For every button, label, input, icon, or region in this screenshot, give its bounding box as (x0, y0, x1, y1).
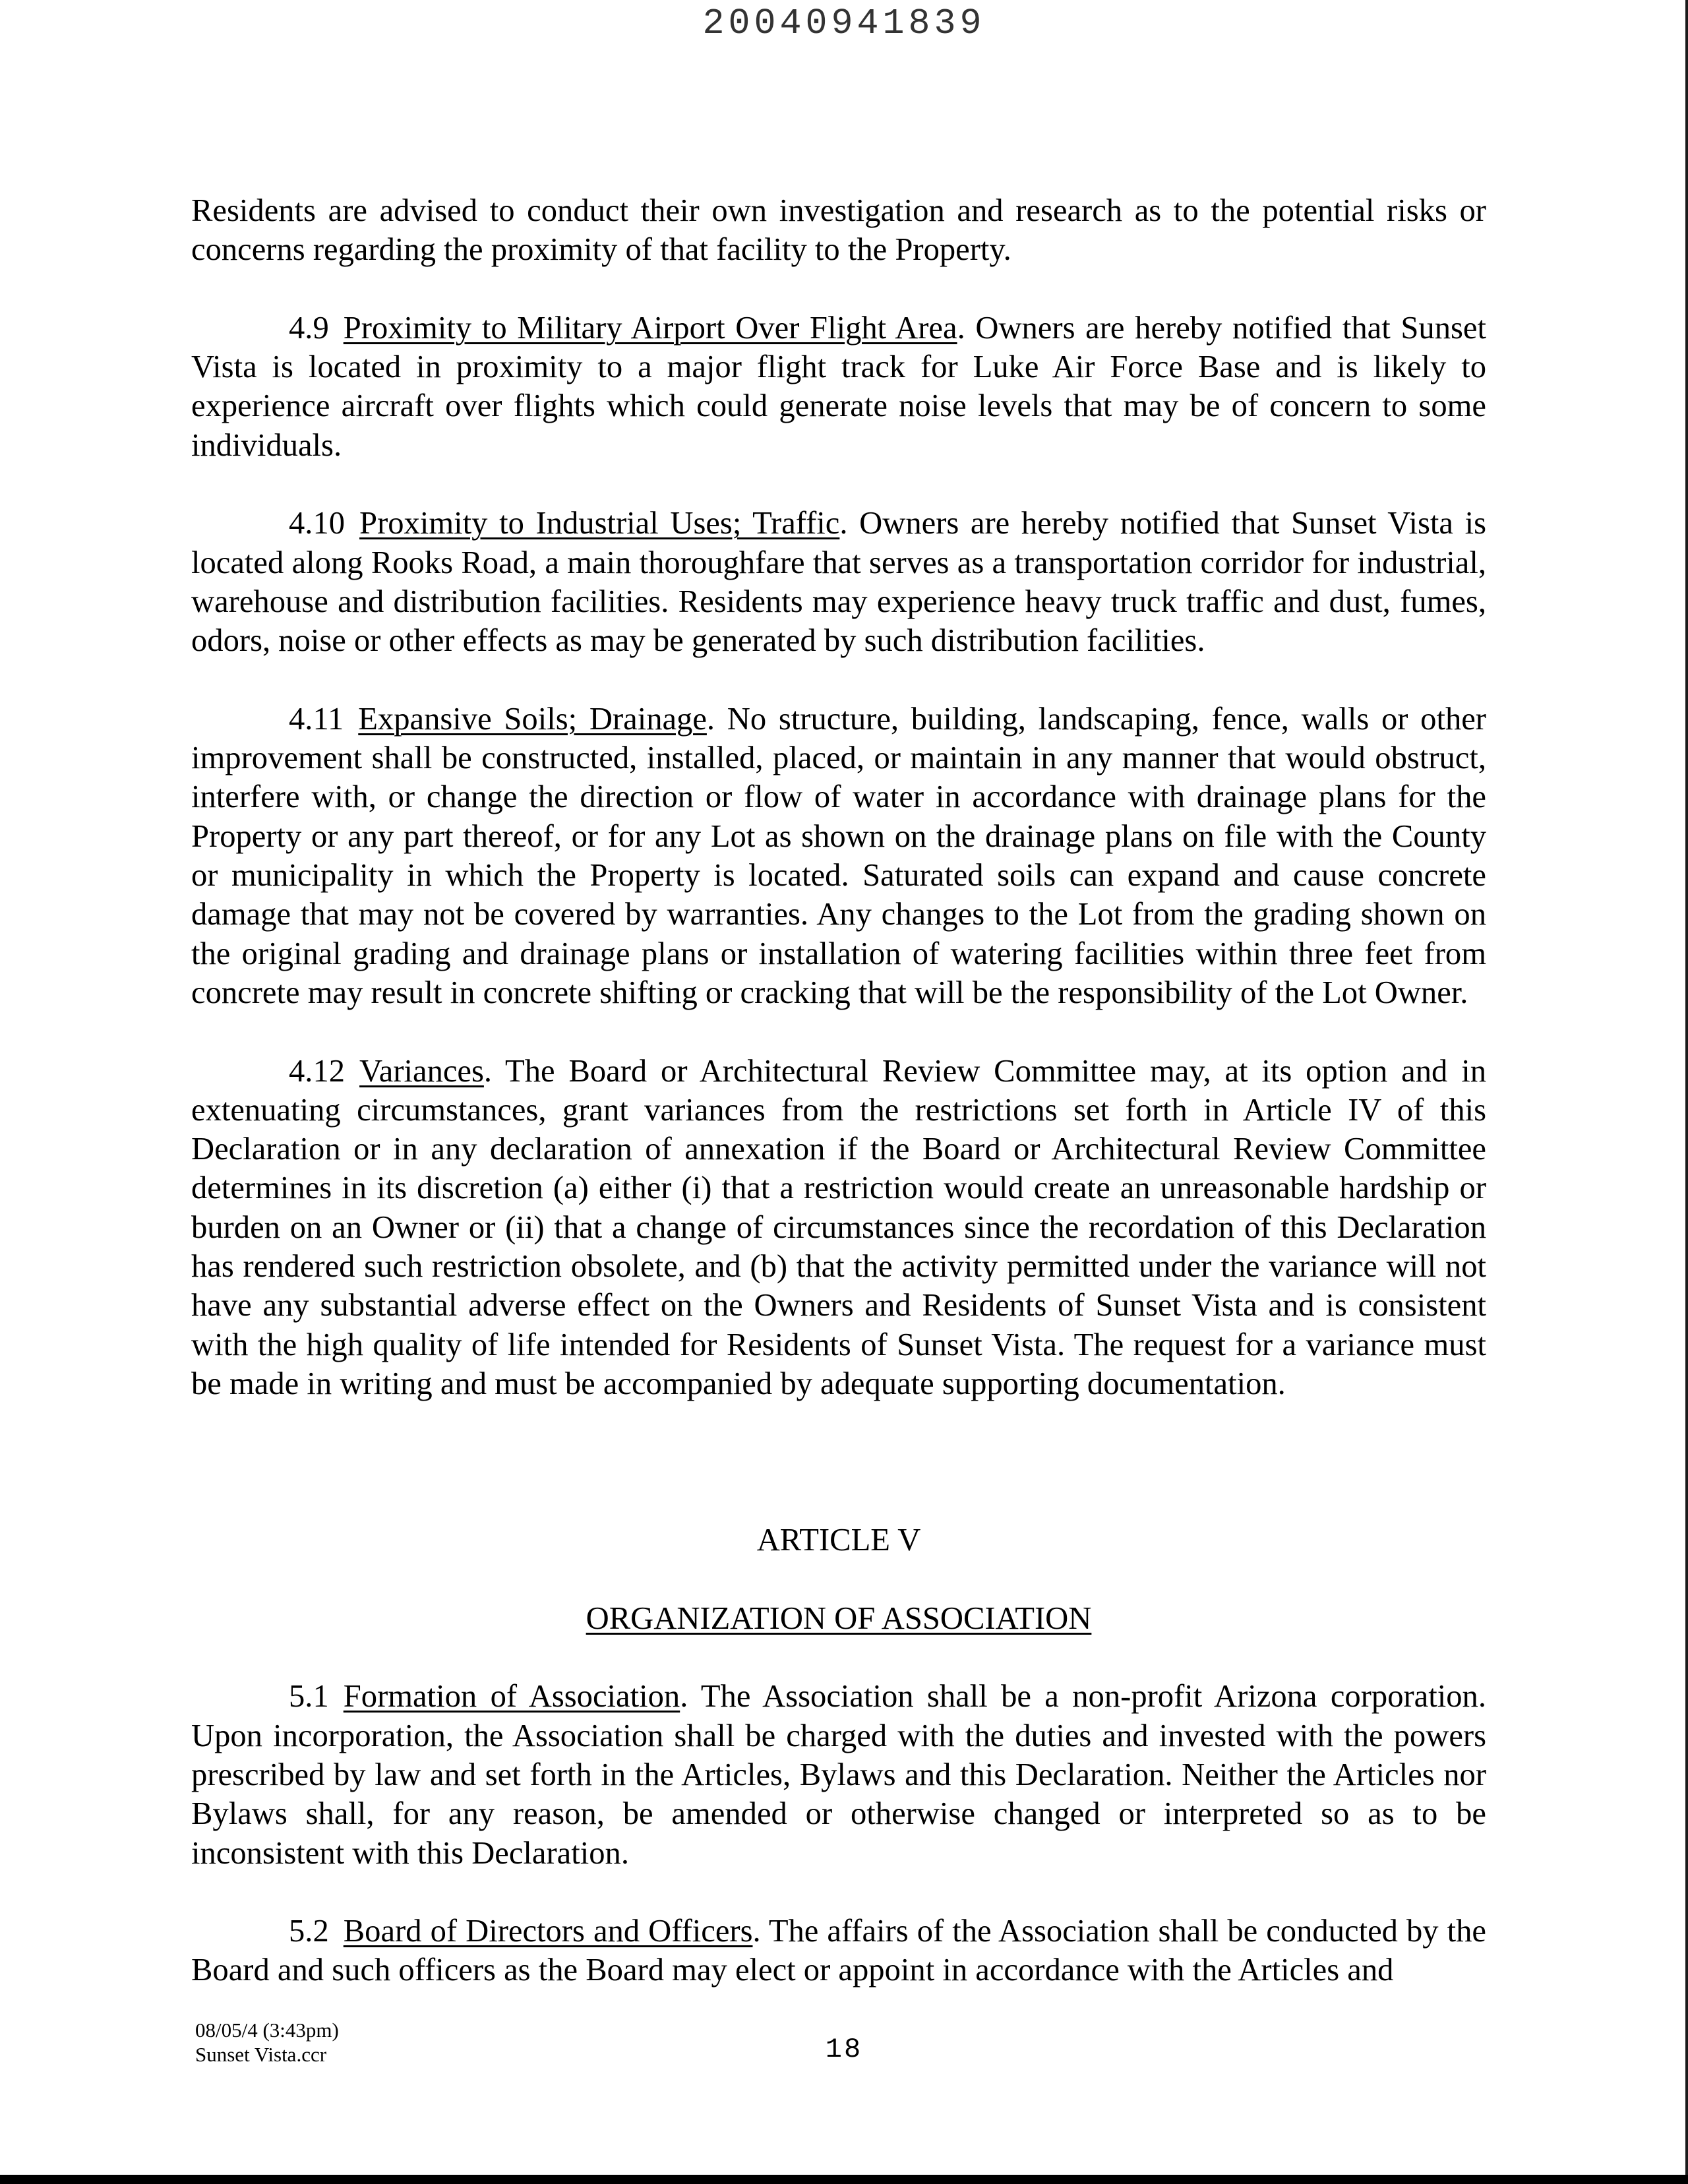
section-text: . Owners are hereby notified that Sunset Vista is located in proximity to a major flight track for Luke Air Force Base and is likely to experience aircraft over flights which could generate noise levels that may be of concern to some individuals. (191, 309, 1486, 463)
section-text: . Owners are hereby notified that Sunset Vista is located along Rooks Road, a main thoroughfare that serves as a transportation corridor for industrial, warehouse and distribution facilities. Residents may experience heavy truck traffic and dust, fumes, odors, noise or other effects as may be generated by such distribution facilities. (191, 505, 1486, 659)
section-number: 5.1 (289, 1678, 329, 1714)
section-number: 4.10 (289, 505, 346, 541)
section-text: . The Board or Architectural Review Committee may, at its option and in extenuating circumstances, grant variances from the restrictions set forth in Article IV of this Declaration or in any declaration of annexation if the Board or Architectural Review Committee determines in its discretion (a) either (i) that a restriction would create an unreasonable hardship or burden on an Owner or (ii) that a change of circumstances since the recordation of this Declaration has rendered such restriction obsolete, and (b) that the activity permitted under the variance will not have any substantial adverse effect on the Owners and Residents of Sunset Vista and is consistent with the high quality of life intended for Residents of Sunset Vista. The request for a variance must be made in writing and must be accompanied by adequate supporting documentation. (191, 1052, 1486, 1401)
section-5-2 (191, 1912, 1486, 1990)
section-text: . No structure, building, landscaping, fence, walls or other improvement shall be constructed, installed, placed, or maintain in any manner that would obstruct, interfere with, or change the direction or flow of water in accordance with drainage plans for the Property or any part thereof, or for any Lot as shown on the drainage plans on file with the County or municipality in which the Property is located. Saturated soils can expand and cause concrete damage that may not be covered by warranties. Any changes to the Lot from the grading shown on the original grading and drainage plans or installation of watering facilities within three feet from concrete may result in concrete shifting or cracking that will be the responsibility of the Lot Owner. (191, 700, 1486, 1010)
section-title: Formation of Association (343, 1678, 680, 1714)
section-number: 4.9 (289, 309, 329, 346)
article-title-text: ORGANIZATION OF ASSOCIATION (586, 1600, 1092, 1636)
scan-bottom-bar (0, 2175, 1688, 2184)
section-number: 4.11 (289, 700, 344, 737)
section-title: Expansive Soils; Drainage (358, 700, 707, 737)
document-body (191, 191, 1486, 2029)
recording-number: 20040941839 (702, 3, 986, 44)
paragraph-residents-advised: Residents are advised to conduct their own investigation and research as to the potential risks or concerns regarding the proximity of that facility to the Property. (191, 193, 1486, 268)
article-title (191, 1599, 1486, 1638)
page-number: 18 (825, 2034, 863, 2065)
section-number: 5.2 (289, 1913, 329, 1949)
section-text: . The Association shall be a non-profit Arizona corporation. Upon incorporation, the Association shall be charged with the duties and invested with the powers prescribed by law and set forth in the Articles, Bylaws and this Declaration. Neither the Articles nor Bylaws shall, for any reason, be amended or otherwise changed or interpreted so as to be inconsistent with this Declaration. (191, 1678, 1486, 1871)
section-text: . The affairs of the Association shall be conducted by the Board and such officers as the Board may elect or appoint in accordance with the Articles and (191, 1913, 1487, 1988)
footer-date: 08/05/4 (3:43pm) (195, 2018, 339, 2042)
section-title: Variances (359, 1052, 484, 1089)
article-heading: ARTICLE V (756, 1522, 921, 1558)
section-title: Proximity to Military Airport Over Flight Area (343, 309, 957, 346)
section-4-9 (191, 309, 1486, 465)
section-title: Board of Directors and Officers (343, 1913, 753, 1949)
section-4-10 (191, 504, 1486, 660)
section-5-1 (191, 1677, 1486, 1872)
section-title: Proximity to Industrial Uses; Traffic (359, 505, 840, 541)
section-4-12 (191, 1052, 1486, 1404)
footer-filename: Sunset Vista.ccr (195, 2043, 327, 2066)
section-4-11 (191, 700, 1486, 1012)
scan-right-edge (1685, 0, 1688, 2184)
section-number: 4.12 (289, 1052, 346, 1089)
